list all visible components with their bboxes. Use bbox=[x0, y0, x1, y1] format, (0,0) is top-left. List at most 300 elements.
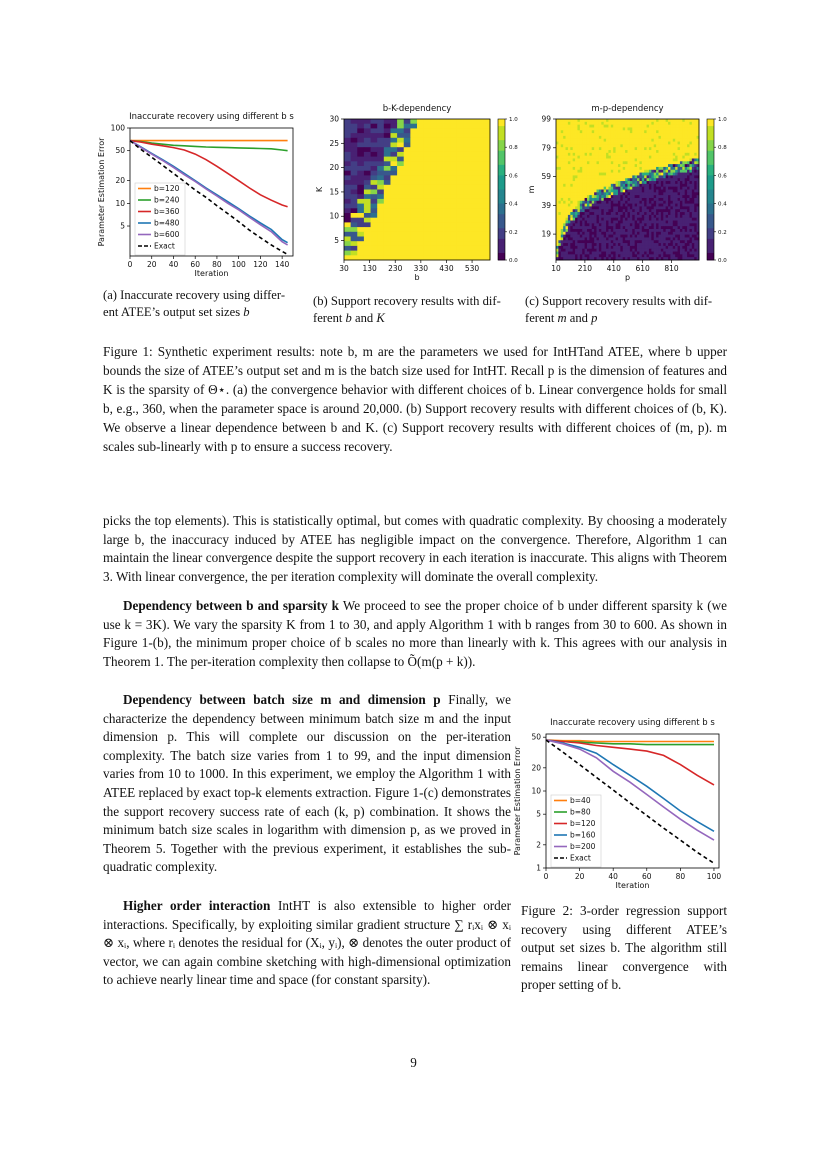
heatmap-cell bbox=[424, 237, 431, 242]
heatmap-cell bbox=[689, 243, 692, 246]
heatmap-cell bbox=[430, 119, 437, 124]
heatmap-cell bbox=[630, 218, 633, 221]
colorbar-cell bbox=[707, 158, 714, 162]
heatmap-cell bbox=[568, 164, 571, 167]
heatmap-cell bbox=[623, 252, 626, 255]
heatmap-cell bbox=[592, 139, 595, 142]
heatmap-cell bbox=[364, 133, 371, 138]
heatmap-cell bbox=[587, 190, 590, 193]
heatmap-cell bbox=[344, 237, 351, 242]
heatmap-cell bbox=[692, 156, 695, 159]
heatmap-cell bbox=[582, 178, 585, 181]
heatmap-cell bbox=[364, 213, 371, 218]
heatmap-cell bbox=[618, 229, 621, 232]
heatmap-cell bbox=[417, 171, 424, 176]
heatmap-cell bbox=[685, 192, 688, 195]
heatmap-cell bbox=[658, 150, 661, 153]
heatmap-cell bbox=[582, 150, 585, 153]
heatmap-cell bbox=[616, 218, 619, 221]
heatmap-cell bbox=[437, 208, 444, 213]
heatmap-cell bbox=[694, 167, 697, 170]
heatmap-cell bbox=[580, 175, 583, 178]
heatmap-cell bbox=[694, 237, 697, 240]
heatmap-cell bbox=[483, 124, 490, 129]
heatmap-cell bbox=[639, 161, 642, 164]
heatmap-cell bbox=[587, 136, 590, 139]
heatmap-cell bbox=[608, 221, 611, 224]
heatmap-cell bbox=[410, 199, 417, 204]
colorbar-cell bbox=[707, 123, 714, 127]
y-tick-label: 5 bbox=[536, 809, 541, 819]
heatmap-cell bbox=[424, 251, 431, 256]
heatmap-cell bbox=[587, 254, 590, 257]
heatmap-cell bbox=[663, 187, 666, 190]
heatmap-cell bbox=[589, 229, 592, 232]
heatmap-cell bbox=[463, 138, 470, 143]
heatmap-cell bbox=[597, 235, 600, 238]
heatmap-cell bbox=[351, 161, 358, 166]
heatmap-cell bbox=[647, 204, 650, 207]
heatmap-cell bbox=[457, 124, 464, 129]
heatmap-cell bbox=[599, 133, 602, 136]
heatmap-cell bbox=[658, 229, 661, 232]
heatmap-cell bbox=[668, 170, 671, 173]
heatmap-cell bbox=[682, 212, 685, 215]
heatmap-cell bbox=[417, 251, 424, 256]
heatmap-cell bbox=[620, 212, 623, 215]
heatmap-cell bbox=[628, 133, 631, 136]
heatmap-cell bbox=[424, 194, 431, 199]
heatmap-cell bbox=[357, 138, 364, 143]
heatmap-cell bbox=[463, 232, 470, 237]
heatmap-cell bbox=[477, 246, 484, 251]
heatmap-cell bbox=[616, 187, 619, 190]
heatmap-cell bbox=[651, 173, 654, 176]
heatmap-cell bbox=[611, 209, 614, 212]
heatmap-cell bbox=[577, 246, 580, 249]
heatmap-cell bbox=[404, 199, 411, 204]
heatmap-cell bbox=[604, 136, 607, 139]
heatmap-cell bbox=[601, 209, 604, 212]
heatmap-cell bbox=[430, 128, 437, 133]
heatmap-cell bbox=[457, 147, 464, 152]
heatmap-cell bbox=[568, 119, 571, 122]
heatmap-cell bbox=[649, 223, 652, 226]
heatmap-cell bbox=[357, 208, 364, 213]
heatmap-cell bbox=[689, 170, 692, 173]
heatmap-cell bbox=[637, 252, 640, 255]
heatmap-cell bbox=[682, 158, 685, 161]
heatmap-cell bbox=[585, 252, 588, 255]
heatmap-cell bbox=[597, 218, 600, 221]
heatmap-cell bbox=[587, 147, 590, 150]
colorbar-cell bbox=[707, 246, 714, 250]
heatmap-cell bbox=[630, 181, 633, 184]
heatmap-cell bbox=[616, 175, 619, 178]
heatmap-cell bbox=[556, 252, 559, 255]
colorbar-cell bbox=[707, 140, 714, 144]
heatmap-cell bbox=[654, 147, 657, 150]
heatmap-cell bbox=[463, 124, 470, 129]
heatmap-cell bbox=[635, 161, 638, 164]
heatmap-cell bbox=[410, 251, 417, 256]
heatmap-cell bbox=[661, 130, 664, 133]
heatmap-cell bbox=[647, 235, 650, 238]
heatmap-cell bbox=[558, 192, 561, 195]
heatmap-cell bbox=[611, 190, 614, 193]
heatmap-cell bbox=[639, 122, 642, 125]
heatmap-cell bbox=[351, 124, 358, 129]
heatmap-cell bbox=[470, 241, 477, 246]
heatmap-cell bbox=[585, 167, 588, 170]
heatmap-cell bbox=[594, 164, 597, 167]
heatmap-cell bbox=[670, 142, 673, 145]
heatmap-cell bbox=[658, 237, 661, 240]
heatmap-cell bbox=[561, 206, 564, 209]
heatmap-cell bbox=[675, 254, 678, 257]
heatmap-cell bbox=[592, 254, 595, 257]
heatmap-cell bbox=[457, 232, 464, 237]
heatmap-cell bbox=[668, 195, 671, 198]
heatmap-cell bbox=[424, 222, 431, 227]
heatmap-cell bbox=[594, 243, 597, 246]
legend-label: b=120 bbox=[570, 819, 596, 828]
heatmap-cell bbox=[563, 218, 566, 221]
heatmap-cell bbox=[666, 190, 669, 193]
heatmap-cell bbox=[450, 194, 457, 199]
heatmap-cell bbox=[601, 122, 604, 125]
heatmap-cell bbox=[470, 133, 477, 138]
heatmap-cell bbox=[625, 192, 628, 195]
heatmap-cell bbox=[628, 209, 631, 212]
heatmap-cell bbox=[625, 226, 628, 229]
heatmap-cell bbox=[639, 192, 642, 195]
heatmap-cell bbox=[344, 222, 351, 227]
heatmap-cell bbox=[404, 232, 411, 237]
heatmap-cell bbox=[589, 204, 592, 207]
heatmap-cell bbox=[589, 243, 592, 246]
heatmap-cell bbox=[463, 218, 470, 223]
heatmap-cell bbox=[623, 254, 626, 257]
heatmap-cell bbox=[694, 235, 697, 238]
heatmap-cell bbox=[457, 208, 464, 213]
heatmap-cell bbox=[670, 198, 673, 201]
heatmap-cell bbox=[556, 235, 559, 238]
heatmap-cell bbox=[632, 232, 635, 235]
heatmap-cell bbox=[632, 122, 635, 125]
heatmap-cell bbox=[637, 133, 640, 136]
heatmap-cell bbox=[561, 153, 564, 156]
heatmap-cell bbox=[580, 218, 583, 221]
heatmap-cell bbox=[685, 161, 688, 164]
heatmap-cell bbox=[642, 198, 645, 201]
heatmap-cell bbox=[457, 251, 464, 256]
heatmap-cell bbox=[585, 187, 588, 190]
heatmap-cell bbox=[556, 198, 559, 201]
heatmap-cell bbox=[637, 229, 640, 232]
heatmap-cell bbox=[668, 246, 671, 249]
heatmap-cell bbox=[689, 127, 692, 130]
heatmap-cell bbox=[563, 130, 566, 133]
heatmap-cell bbox=[654, 142, 657, 145]
heatmap-cell bbox=[594, 190, 597, 193]
heatmap-cell bbox=[594, 212, 597, 215]
heatmap-cell bbox=[620, 229, 623, 232]
heatmap-cell bbox=[568, 246, 571, 249]
heatmap-cell bbox=[563, 147, 566, 150]
heatmap-cell bbox=[661, 187, 664, 190]
heatmap-cell bbox=[390, 241, 397, 246]
y-tick-label: 20 bbox=[329, 163, 339, 173]
heatmap-cell bbox=[582, 119, 585, 122]
heatmap-cell bbox=[384, 166, 391, 171]
heatmap-cell bbox=[613, 254, 616, 257]
heatmap-cell bbox=[580, 127, 583, 130]
heatmap-cell bbox=[682, 201, 685, 204]
heatmap-cell bbox=[580, 150, 583, 153]
heatmap-cell bbox=[623, 142, 626, 145]
heatmap-cell bbox=[592, 206, 595, 209]
heatmap-cell bbox=[663, 243, 666, 246]
heatmap-cell bbox=[430, 138, 437, 143]
heatmap-cell bbox=[573, 127, 576, 130]
heatmap-cell bbox=[601, 190, 604, 193]
heatmap-cell bbox=[680, 167, 683, 170]
heatmap-cell bbox=[444, 185, 451, 190]
heatmap-cell bbox=[649, 125, 652, 128]
colorbar-cell bbox=[498, 249, 505, 253]
heatmap-cell bbox=[694, 139, 697, 142]
heatmap-cell bbox=[670, 240, 673, 243]
heatmap-cell bbox=[694, 226, 697, 229]
heatmap-cell bbox=[670, 246, 673, 249]
heatmap-cell bbox=[613, 246, 616, 249]
heatmap-cell bbox=[661, 175, 664, 178]
heatmap-cell bbox=[675, 164, 678, 167]
heatmap-cell bbox=[568, 181, 571, 184]
heatmap-cell bbox=[563, 136, 566, 139]
heatmap-cell bbox=[390, 246, 397, 251]
heatmap-cell bbox=[675, 246, 678, 249]
heatmap-cell bbox=[613, 187, 616, 190]
heatmap-cell bbox=[651, 144, 654, 147]
heatmap-cell bbox=[692, 254, 695, 257]
heatmap-cell bbox=[623, 181, 626, 184]
heatmap-cell bbox=[601, 156, 604, 159]
heatmap-cell bbox=[618, 184, 621, 187]
heatmap-cell bbox=[613, 153, 616, 156]
heatmap-cell bbox=[575, 240, 578, 243]
heatmap-cell bbox=[592, 232, 595, 235]
heatmap-cell bbox=[566, 249, 569, 252]
heatmap-cell bbox=[608, 190, 611, 193]
heatmap-cell bbox=[573, 153, 576, 156]
heatmap-cell bbox=[644, 139, 647, 142]
heatmap-cell bbox=[575, 119, 578, 122]
heatmap-cell bbox=[694, 192, 697, 195]
heatmap-cell bbox=[685, 142, 688, 145]
colorbar-cell bbox=[498, 137, 505, 141]
heatmap-cell bbox=[563, 249, 566, 252]
heatmap-cell bbox=[694, 130, 697, 133]
heatmap-cell bbox=[580, 156, 583, 159]
heatmap-cell bbox=[597, 206, 600, 209]
heatmap-cell bbox=[651, 226, 654, 229]
heatmap-cell bbox=[680, 187, 683, 190]
heatmap-cell bbox=[682, 243, 685, 246]
heatmap-cell bbox=[608, 147, 611, 150]
heatmap-cell bbox=[437, 124, 444, 129]
heatmap-cell bbox=[573, 175, 576, 178]
heatmap-cell bbox=[654, 201, 657, 204]
heatmap-cell bbox=[573, 204, 576, 207]
heatmap-cell bbox=[589, 254, 592, 257]
colorbar-cell bbox=[707, 242, 714, 246]
heatmap-cell bbox=[597, 175, 600, 178]
heatmap-cell bbox=[404, 171, 411, 176]
heatmap-cell bbox=[568, 218, 571, 221]
heatmap-cell bbox=[651, 127, 654, 130]
heatmap-cell bbox=[582, 195, 585, 198]
heatmap-cell bbox=[682, 122, 685, 125]
heatmap-cell bbox=[673, 235, 676, 238]
heatmap-cell bbox=[601, 133, 604, 136]
heatmap-cell bbox=[589, 164, 592, 167]
heatmap-cell bbox=[384, 185, 391, 190]
heatmap-cell bbox=[597, 221, 600, 224]
heatmap-cell bbox=[642, 226, 645, 229]
heatmap-cell bbox=[620, 206, 623, 209]
heatmap-cell bbox=[611, 229, 614, 232]
heatmap-cell bbox=[647, 240, 650, 243]
heatmap-cell bbox=[611, 158, 614, 161]
colorbar-tick-label: 0.4 bbox=[509, 201, 518, 208]
heatmap-cell bbox=[682, 190, 685, 193]
heatmap-cell bbox=[357, 143, 364, 148]
heatmap-cell bbox=[561, 167, 564, 170]
x-tick-label: 60 bbox=[642, 872, 652, 881]
heatmap-cell bbox=[390, 222, 397, 227]
heatmap-cell bbox=[384, 180, 391, 185]
heatmap-cell bbox=[351, 180, 358, 185]
heatmap-cell bbox=[566, 170, 569, 173]
heatmap-cell bbox=[651, 187, 654, 190]
heatmap-cell bbox=[592, 190, 595, 193]
heatmap-cell bbox=[585, 122, 588, 125]
heatmap-cell bbox=[616, 150, 619, 153]
heatmap-cell bbox=[680, 130, 683, 133]
heatmap-cell bbox=[694, 212, 697, 215]
heatmap-cell bbox=[357, 133, 364, 138]
heatmap-cell bbox=[620, 161, 623, 164]
heatmap-cell bbox=[397, 185, 404, 190]
heatmap-cell bbox=[430, 204, 437, 209]
heatmap-cell bbox=[670, 190, 673, 193]
heatmap-cell bbox=[561, 237, 564, 240]
heatmap-cell bbox=[620, 158, 623, 161]
heatmap-cell bbox=[585, 173, 588, 176]
heatmap-cell bbox=[625, 249, 628, 252]
heatmap-cell bbox=[601, 184, 604, 187]
heatmap-cell bbox=[639, 249, 642, 252]
paragraph-m-p: Dependency between batch size m and dimension p Finally, we characterize the dependency between minimum batch size m and the input dimension p. This will complete our discussion on the per-iteration complexity. The batch size varies from 1 to 99, and the input dimension varies from 10 to 1000. In this experiment, we employ the Algorithm 1 with ATEE replaced by exact top-k elements extraction. Figure 1-(c) demonstrates the support recovery success rate of each (k, p) combination. It shows the minimum batch size scales in logarithm with dimension p, as we proved in Theorem 5. Together with the previous experiment, it establishes the sub-quadratic complexity. bbox=[103, 692, 512, 875]
heatmap-cell bbox=[694, 198, 697, 201]
heatmap-cell bbox=[630, 209, 633, 212]
heatmap-cell bbox=[397, 161, 404, 166]
heatmap-cell bbox=[606, 215, 609, 218]
heatmap-cell bbox=[611, 133, 614, 136]
heatmap-cell bbox=[364, 128, 371, 133]
heatmap-cell bbox=[384, 251, 391, 256]
heatmap-cell bbox=[658, 192, 661, 195]
paragraph-higher-order: Higher order interaction IntHT is also extensible to higher order interactions. Specifically, by exploiting similar gradient structure ∑ rᵢxᵢ ⊗ xᵢ ⊗ xᵢ, where rᵢ denotes the residual for (Xᵢ, yᵢ), ⊗ denotes the outer product of vector, we can again combine sketching with high-dimensional optimization to achieve nearly linear time and space (for constant sparsity). bbox=[103, 898, 512, 988]
heatmap-cell bbox=[568, 249, 571, 252]
heatmap-cell bbox=[692, 125, 695, 128]
heatmap-cell bbox=[573, 122, 576, 125]
heatmap-cell bbox=[384, 143, 391, 148]
heatmap-cell bbox=[692, 192, 695, 195]
heatmap-cell bbox=[410, 246, 417, 251]
heatmap-cell bbox=[692, 195, 695, 198]
heatmap-cell bbox=[663, 209, 666, 212]
heatmap-cell bbox=[611, 243, 614, 246]
heatmap-cell bbox=[685, 167, 688, 170]
heatmap-cell bbox=[371, 251, 378, 256]
heatmap-cell bbox=[694, 170, 697, 173]
heatmap-cell bbox=[651, 122, 654, 125]
heatmap-cell bbox=[589, 198, 592, 201]
heatmap-cell bbox=[673, 206, 676, 209]
heatmap-cell bbox=[580, 249, 583, 252]
heatmap-cell bbox=[661, 133, 664, 136]
heatmap-cell bbox=[344, 199, 351, 204]
heatmap-cell bbox=[580, 204, 583, 207]
heatmap-cell bbox=[344, 128, 351, 133]
heatmap-cell bbox=[642, 243, 645, 246]
heatmap-cell bbox=[628, 190, 631, 193]
heatmap-cell bbox=[563, 150, 566, 153]
heatmap-cell bbox=[558, 170, 561, 173]
heatmap-cell bbox=[563, 178, 566, 181]
heatmap-cell bbox=[575, 153, 578, 156]
heatmap-cell bbox=[651, 133, 654, 136]
heatmap-cell bbox=[577, 212, 580, 215]
heatmap-cell bbox=[628, 206, 631, 209]
heatmap-cell bbox=[668, 142, 671, 145]
heatmap-cell bbox=[611, 252, 614, 255]
heatmap-cell bbox=[618, 156, 621, 159]
heatmap-cell bbox=[642, 187, 645, 190]
colorbar-cell bbox=[498, 126, 505, 130]
heatmap-cell bbox=[377, 166, 384, 171]
heatmap-cell bbox=[637, 156, 640, 159]
heatmap-cell bbox=[670, 223, 673, 226]
heatmap-cell bbox=[608, 125, 611, 128]
heatmap-cell bbox=[561, 204, 564, 207]
heatmap-cell bbox=[628, 161, 631, 164]
heatmap-cell bbox=[357, 185, 364, 190]
heatmap-cell bbox=[675, 158, 678, 161]
heatmap-cell bbox=[351, 119, 358, 124]
heatmap-cell bbox=[630, 175, 633, 178]
heatmap-cell bbox=[592, 127, 595, 130]
heatmap-cell bbox=[694, 240, 697, 243]
heatmap-cell bbox=[371, 237, 378, 242]
heatmap-cell bbox=[566, 167, 569, 170]
heatmap-cell bbox=[592, 158, 595, 161]
heatmap-cell bbox=[563, 235, 566, 238]
heatmap-cell bbox=[628, 229, 631, 232]
